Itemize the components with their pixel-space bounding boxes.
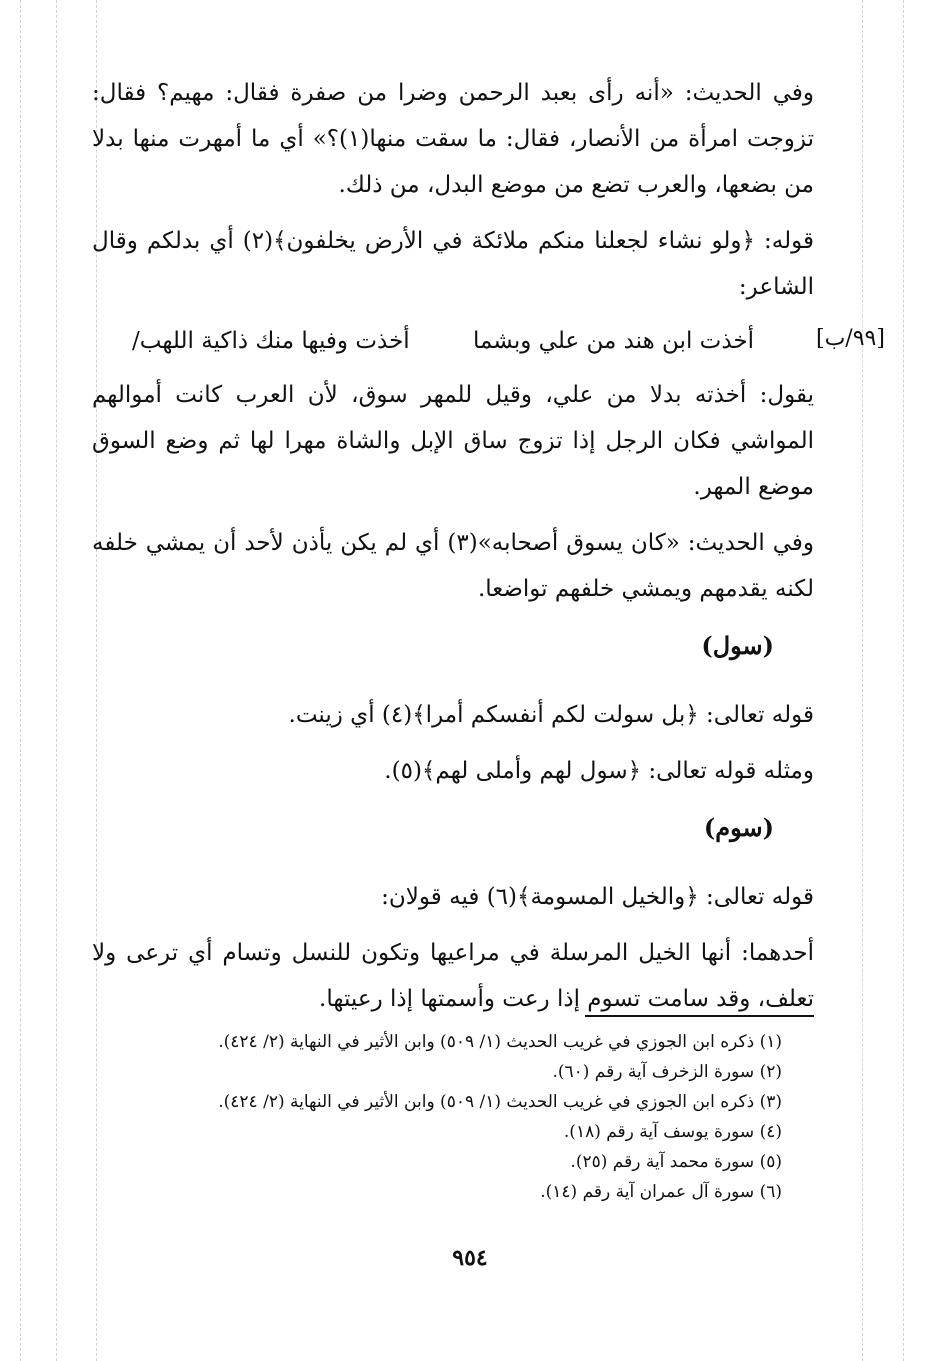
paragraph: وفي الحديث: «أنه رأى بعبد الرحمن وضرا من صفرة فقال: مهيم؟ فقال: تزوجت امرأة من الأنصار، فقال: ما سقت منها(١)؟» أي ما أمهرت منها بدلا من بضعها، والعرب تضع من موضع البدل، من ذلك. xyxy=(92,80,814,198)
scan-guide-line xyxy=(903,0,904,1361)
footnote: (٦) سورة آل عمران آية رقم (١٤). xyxy=(540,1182,782,1202)
paragraph: أحدهما: أنها الخيل المرسلة في مراعيها وتكون للنسل وتسام أي ترعى ولا تعلف، وقد سامت تسوم إذا رعت وأسمتها إذا رعيتها. xyxy=(92,940,814,1012)
paragraph: قوله: ﴿ولو نشاء لجعلنا منكم ملائكة في الأرض يخلفون﴾(٢) أي بدلكم وقال الشاعر: xyxy=(92,228,814,300)
verse-second-hemistich: أخذت وفيها منك ذاكية اللهب/ xyxy=(132,328,410,354)
footnote: (١) ذكره ابن الجوزي في غريب الحديث (١/ ٥٠٩) وابن الأثير في النهاية (٢/ ٤٢٤). xyxy=(218,1032,782,1052)
page-number: ٩٥٤ xyxy=(452,1245,488,1271)
paragraph: قوله تعالى: ﴿بل سولت لكم أنفسكم أمرا﴾(٤) أي زينت. xyxy=(288,702,814,728)
footnote: (٤) سورة يوسف آية رقم (١٨). xyxy=(563,1122,782,1142)
poetry-verse xyxy=(92,320,814,362)
scan-guide-line xyxy=(20,0,21,1361)
footnote: (٣) ذكره ابن الجوزي في غريب الحديث (١/ ٥٠٩) وابن الأثير في النهاية (٢/ ٤٢٤). xyxy=(218,1092,782,1112)
scan-guide-line xyxy=(862,0,863,1361)
paragraph: وفي الحديث: «كان يسوق أصحابه»(٣) أي لم يكن يأذن لأحد أن يمشي خلفه لكنه يقدمهم ويمشي خلفهم تواضعا. xyxy=(92,530,815,602)
footnotes xyxy=(110,1027,782,1207)
footnote-separator xyxy=(585,1015,814,1017)
main-text xyxy=(92,70,814,1032)
footnote: (٥) سورة محمد آية رقم (٢٥). xyxy=(570,1152,782,1172)
manuscript-folio-marker: [٩٩/ب] xyxy=(816,326,885,351)
section-heading: (سول) xyxy=(701,631,774,660)
paragraph: يقول: أخذته بدلا من علي، وقيل للمهر سوق، لأن العرب كانت أموالهم المواشي فكان الرجل إذا تزوج ساق الإبل والشاة مهرا لها ثم وضع السوق موضع المهر. xyxy=(92,382,814,500)
section-heading: (سوم) xyxy=(703,813,774,842)
scan-guide-line xyxy=(56,0,57,1361)
verse-first-hemistich: أخذت ابن هند من علي وبشما xyxy=(473,328,754,354)
footnote: (٢) سورة الزخرف آية رقم (٦٠). xyxy=(552,1062,782,1082)
paragraph: ومثله قوله تعالى: ﴿سول لهم وأملى لهم﴾(٥). xyxy=(384,758,814,784)
paragraph: قوله تعالى: ﴿والخيل المسومة﴾(٦) فيه قولان: xyxy=(381,884,814,910)
